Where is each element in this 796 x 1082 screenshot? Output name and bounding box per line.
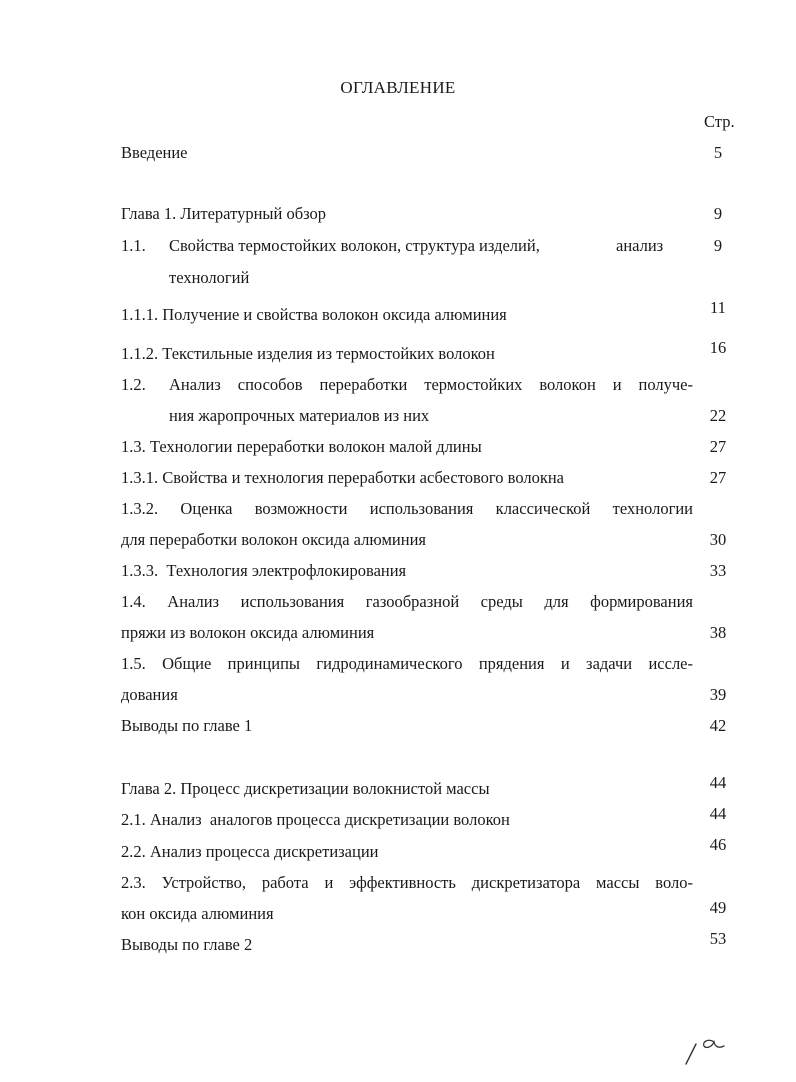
toc-entry-2-1: 2.1. Анализ аналогов процесса дискретизации волокон (121, 810, 510, 829)
toc-entry-1-3-1: 1.3.1. Свойства и технология переработки асбестового волокна (121, 468, 565, 487)
toc-page-number: 27 (709, 468, 727, 487)
toc-page-number: 33 (709, 561, 727, 580)
toc-entry-1-4-line2: пряжи из волокон оксида алюминия (121, 623, 375, 642)
page-title: ОГЛАВЛЕНИЕ (340, 78, 456, 97)
toc-entry-2-3-line2: кон оксида алюминия (121, 904, 274, 923)
toc-page-number: 9 (713, 204, 723, 223)
toc-page-number: 44 (709, 773, 727, 792)
toc-entry-conclusions-2: Выводы по главе 2 (121, 935, 253, 954)
toc-entry-1-1-2: 1.1.2. Текстильные изделия из термостойких волокон (121, 344, 495, 363)
toc-entry-1-2-line1: Анализ способов переработки термостойких волокон и получе- (169, 375, 693, 394)
toc-page-number: 22 (709, 406, 727, 425)
toc-page-number: 49 (709, 898, 727, 917)
toc-page-number: 39 (709, 685, 727, 704)
toc-page-number: 16 (709, 338, 727, 357)
toc-entry-chapter-2: Глава 2. Процесс дискретизации волокнистой массы (121, 779, 490, 798)
toc-entry-1-3-3: 1.3.3. Технология электрофлокирования (121, 561, 407, 580)
toc-entry-2-2: 2.2. Анализ процесса дискретизации (121, 842, 379, 861)
toc-entry-1-1-line1-tail: анализ (616, 236, 664, 255)
toc-entry-1-4-line1: 1.4. Анализ использования газообразной среды для формирования (121, 592, 693, 611)
toc-page-number: 44 (709, 804, 727, 823)
handwritten-mark (674, 1028, 734, 1068)
toc-page-number: 9 (713, 236, 723, 255)
toc-page-number: 46 (709, 835, 727, 854)
toc-page-number: 53 (709, 929, 727, 948)
toc-entry-2-3-line1: 2.3. Устройство, работа и эффективность дискретизатора массы воло- (121, 873, 693, 892)
toc-entry-1-5-line1: 1.5. Общие принципы гидродинамического прядения и задачи иссле- (121, 654, 693, 673)
toc-page-number: 38 (709, 623, 727, 642)
toc-page-number: 5 (713, 143, 723, 162)
toc-entry-number: 1.2. (121, 375, 146, 394)
toc-entry-number: 1.1. (121, 236, 146, 255)
toc-page-number: 30 (709, 530, 727, 549)
page-column-header: Стр. (704, 112, 735, 131)
toc-entry-introduction: Введение (121, 143, 188, 162)
toc-entry-chapter-1: Глава 1. Литературный обзор (121, 204, 327, 223)
toc-entry-1-2-line2: ния жаропрочных материалов из них (169, 406, 430, 425)
toc-page-number: 27 (709, 437, 727, 456)
toc-entry-1-1-1: 1.1.1. Получение и свойства волокон оксида алюминия (121, 305, 507, 324)
toc-entry-conclusions-1: Выводы по главе 1 (121, 716, 253, 735)
toc-entry-1-5-line2: дования (121, 685, 178, 704)
toc-entry-1-3: 1.3. Технологии переработки волокон малой длины (121, 437, 482, 456)
toc-page-number: 11 (710, 298, 726, 317)
toc-page-number: 42 (709, 716, 727, 735)
toc-entry-1-1-line2: технологий (169, 268, 250, 287)
toc-entry-1-3-2-line1: 1.3.2. Оценка возможности использования классической технологии (121, 499, 693, 518)
toc-entry-1-1-line1: Свойства термостойких волокон, структура изделий, (169, 236, 540, 255)
toc-entry-1-3-2-line2: для переработки волокон оксида алюминия (121, 530, 427, 549)
